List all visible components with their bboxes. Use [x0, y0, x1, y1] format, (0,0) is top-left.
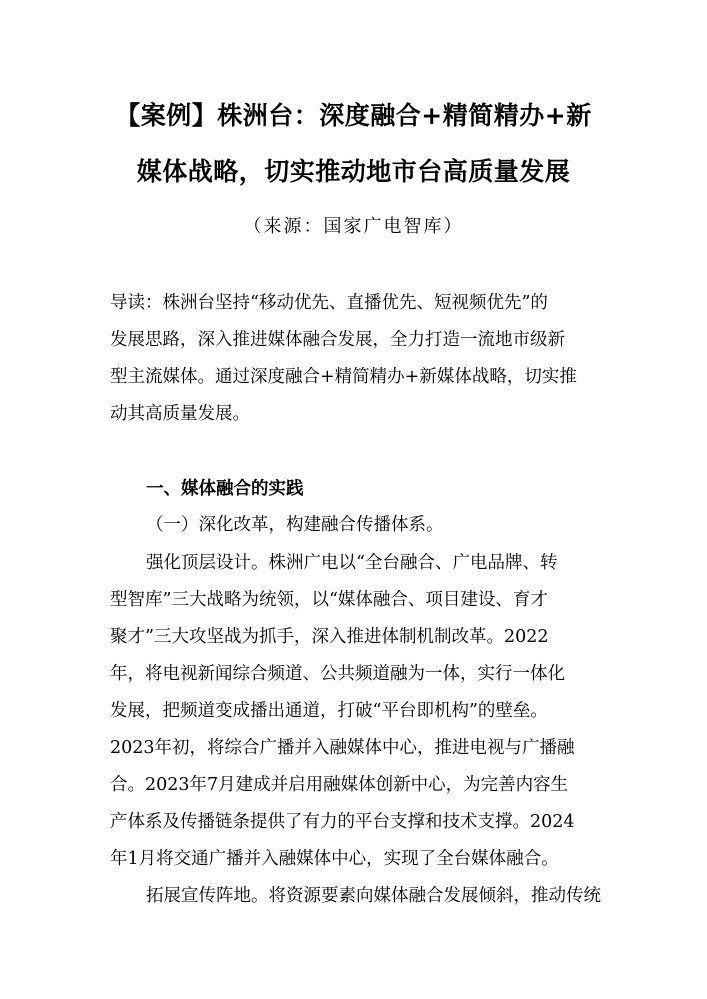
- intro-line: 导读：株洲台坚持“移动优先、直播优先、短视频优先”的: [110, 293, 548, 313]
- body-line: 2023年初，将综合广播并入融媒体中心，推进电视与广播融: [110, 738, 575, 758]
- article-title-line-1: 【案例】株洲台：深度融合+精简精办+新: [115, 101, 592, 130]
- section-subheading: （一）深化改革，构建融合传播体系。: [146, 515, 444, 535]
- body-line: 拓展宣传阵地。将资源要素向媒体融合发展倾斜，推动传统: [146, 886, 601, 906]
- body-line: 年1月将交通广播并入融媒体中心，实现了全台媒体融合。: [110, 849, 559, 869]
- body-line: 型智库”三大战略为统领，以“媒体融合、项目建设、育才: [110, 590, 548, 610]
- body-line: 聚才”三大攻坚战为抓手，深入推进体制机制改革。2022: [110, 627, 549, 647]
- body-line: 年，将电视新闻综合频道、公共频道融为一体，实行一体化: [110, 664, 565, 684]
- intro-line: 发展思路，深入推进媒体融合发展，全力打造一流地市级新: [110, 330, 565, 350]
- article-source: （来源：国家广电智库）: [243, 216, 464, 237]
- body-line: 合。2023年7月建成并启用融媒体创新中心，为完善内容生: [110, 775, 569, 795]
- body-line: 发展，把频道变成播出通道，打破“平台即机构”的壁垒。: [110, 701, 548, 721]
- article-title-line-2: 媒体战略，切实推动地市台高质量发展: [136, 157, 571, 186]
- intro-line: 动其高质量发展。: [110, 404, 250, 424]
- intro-line: 型主流媒体。通过深度融合+精简精办+新媒体战略，切实推: [110, 367, 577, 387]
- body-line: 产体系及传播链条提供了有力的平台支撑和技术支撑。2024: [110, 812, 575, 832]
- body-line: 强化顶层设计。株洲广电以“全台融合、广电品牌、转: [146, 553, 558, 573]
- section-heading: 一、媒体融合的实践: [146, 479, 304, 499]
